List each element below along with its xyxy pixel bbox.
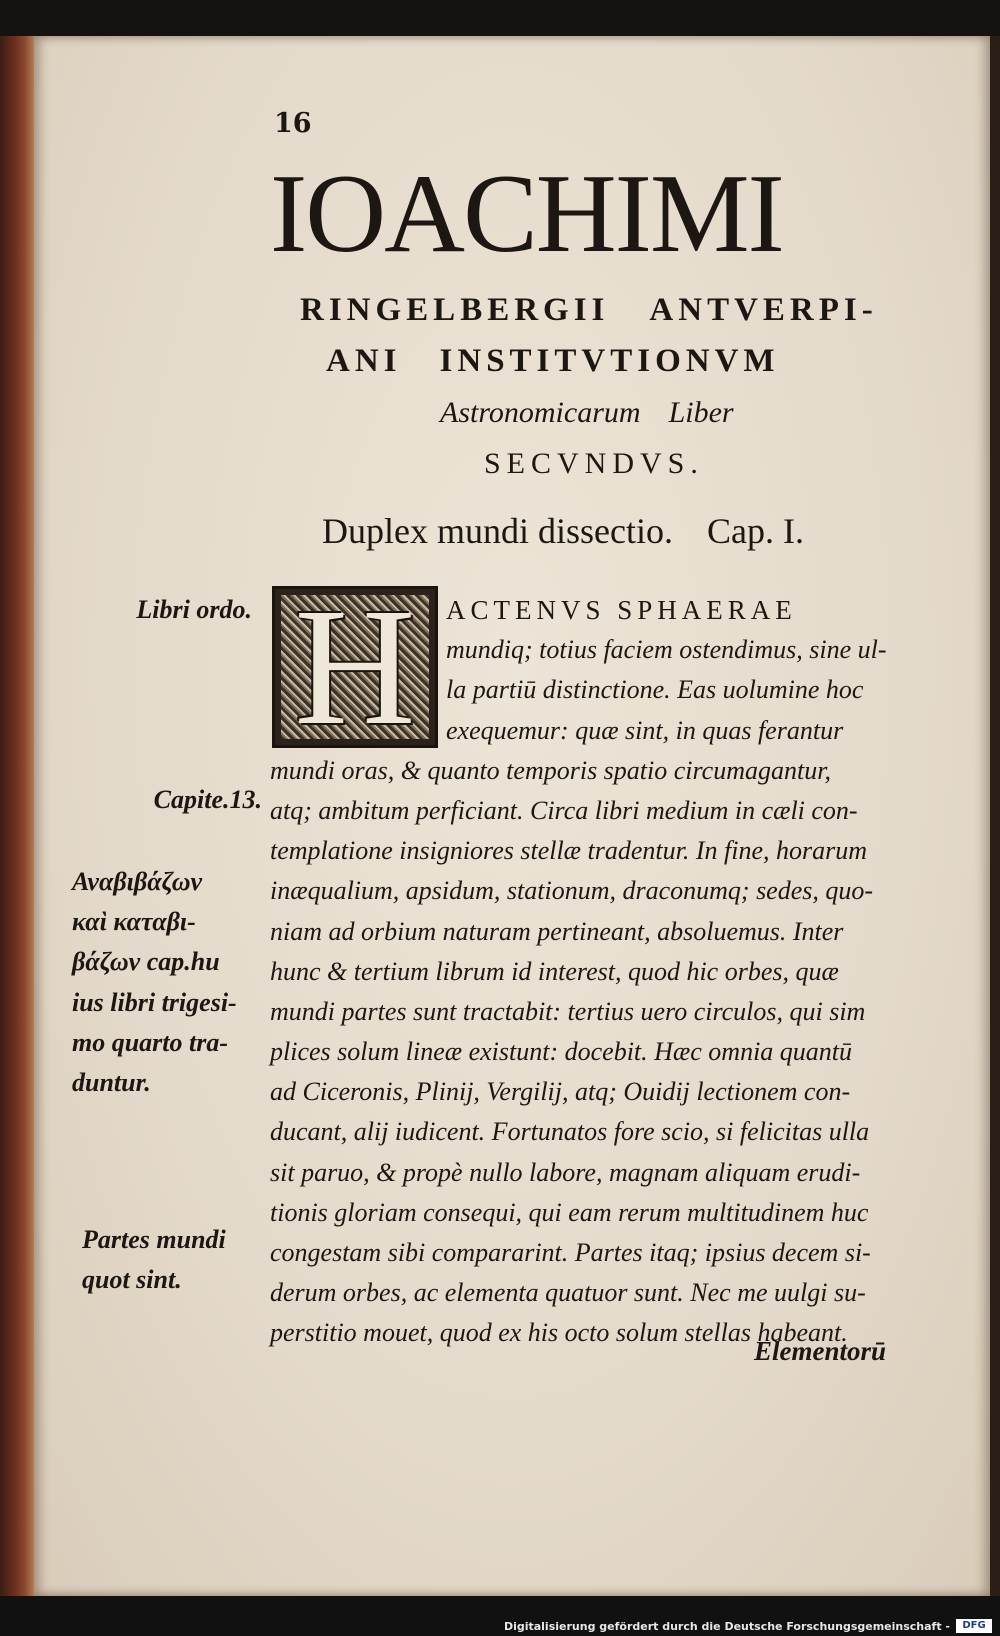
footer-credit: Digitalisierung gefördert durch die Deutsche Forschungsgemeinschaft - <box>503 1620 950 1633</box>
text-line: hunc & tertium librum id interest, quod hic orbes, quæ <box>270 956 839 986</box>
catchword: Elementorū <box>754 1336 887 1366</box>
margin-line: duntur. <box>72 1068 151 1098</box>
margin-line: Αναβιβάζων <box>72 867 203 896</box>
chapter-number: Cap. I. <box>706 511 804 551</box>
chapter-heading <box>322 510 804 552</box>
margin-note-libri-ordo: Libri ordo. <box>136 595 252 624</box>
subtitle-word: INSTITVTIONVM <box>439 343 780 379</box>
subtitle-line-1 <box>300 292 878 329</box>
text-line: ACTENVS SPHAERAE <box>446 595 797 625</box>
text-line: ducant, alij iudicent. Fortunatos fore scio, si felicitas ulla <box>270 1117 870 1147</box>
margin-line: ius libri trigesi- <box>72 987 237 1017</box>
subtitle-word: Astronomicarum <box>440 396 641 429</box>
text-line: exequemur: quæ sint, in quas ferantur <box>446 715 844 745</box>
subtitle-line-4: SECVNDVS. <box>484 447 704 480</box>
subtitle-word: RINGELBERGII <box>300 292 610 328</box>
dfg-logo: DFG <box>956 1619 992 1633</box>
text-line: derum orbes, ac elementa quatuor sunt. Nec me uulgi su- <box>270 1278 866 1308</box>
subtitle-word: Liber <box>668 396 734 429</box>
text-line: tionis gloriam consequi, qui eam rerum multitudinem huc <box>270 1197 869 1227</box>
text-line: la partiū distinctione. Eas uolumine hoc <box>446 675 864 705</box>
initial-letter: H <box>294 574 416 760</box>
text-line: congestam sibi compararint. Partes itaq; ipsius decem si- <box>270 1238 871 1267</box>
text-line: atq; ambitum perficiant. Circa libri medium in cæli con- <box>270 795 858 825</box>
subtitle-word: ANTVERPI- <box>649 292 878 328</box>
subtitle-line-2 <box>326 343 780 380</box>
page-number: 16 <box>274 108 312 139</box>
margin-line: καὶ καταβι- <box>72 907 196 937</box>
text-line: mundiq; totius faciem ostendimus, sine ul- <box>446 635 887 665</box>
text-line: mundi oras, & quanto temporis spatio circumagantur, <box>270 755 831 785</box>
page-title: IOACHIMI <box>270 152 783 276</box>
margin-note-greek <box>72 862 262 1103</box>
margin-line: quot sint. <box>82 1265 182 1295</box>
text-line: ad Ciceronis, Plinij, Vergilij, atq; Ouidij lectionem con- <box>270 1077 851 1107</box>
page-right-edge <box>990 36 1000 1596</box>
subtitle-line-3 <box>440 396 734 430</box>
text-line: mundi partes sunt tractabit: tertius uero circulos, qui sim <box>270 996 866 1026</box>
book-spine-edge <box>0 36 36 1596</box>
chapter-title: Duplex mundi dissectio. <box>322 511 673 551</box>
subtitle-word: ANI <box>326 343 402 379</box>
text-line: sit paruo, & propè nullo labore, magnam aliquam erudi- <box>270 1157 861 1187</box>
text-line: niam ad orbium naturam pertineant, absoluemus. Inter <box>270 916 844 946</box>
text-line: inæqualium, apsidum, stationum, draconumq; sedes, quo- <box>270 876 874 906</box>
margin-line: mo quarto tra- <box>72 1027 229 1057</box>
margin-line: Partes mundi <box>82 1225 226 1254</box>
margin-note-capite: Capite.13. <box>153 785 262 814</box>
margin-note-partes <box>82 1220 254 1300</box>
margin-line: βάζων cap.hu <box>72 947 220 977</box>
body-text <box>270 590 900 1354</box>
text-line: plices solum lineæ existunt: docebit. Hæc omnia quantū <box>270 1037 853 1067</box>
text-line: perstitio mouet, quod ex his octo solum stellas habeant. <box>270 1318 848 1348</box>
text-line: templatione insigniores stellæ tradentur. In fine, horarum <box>270 836 868 866</box>
